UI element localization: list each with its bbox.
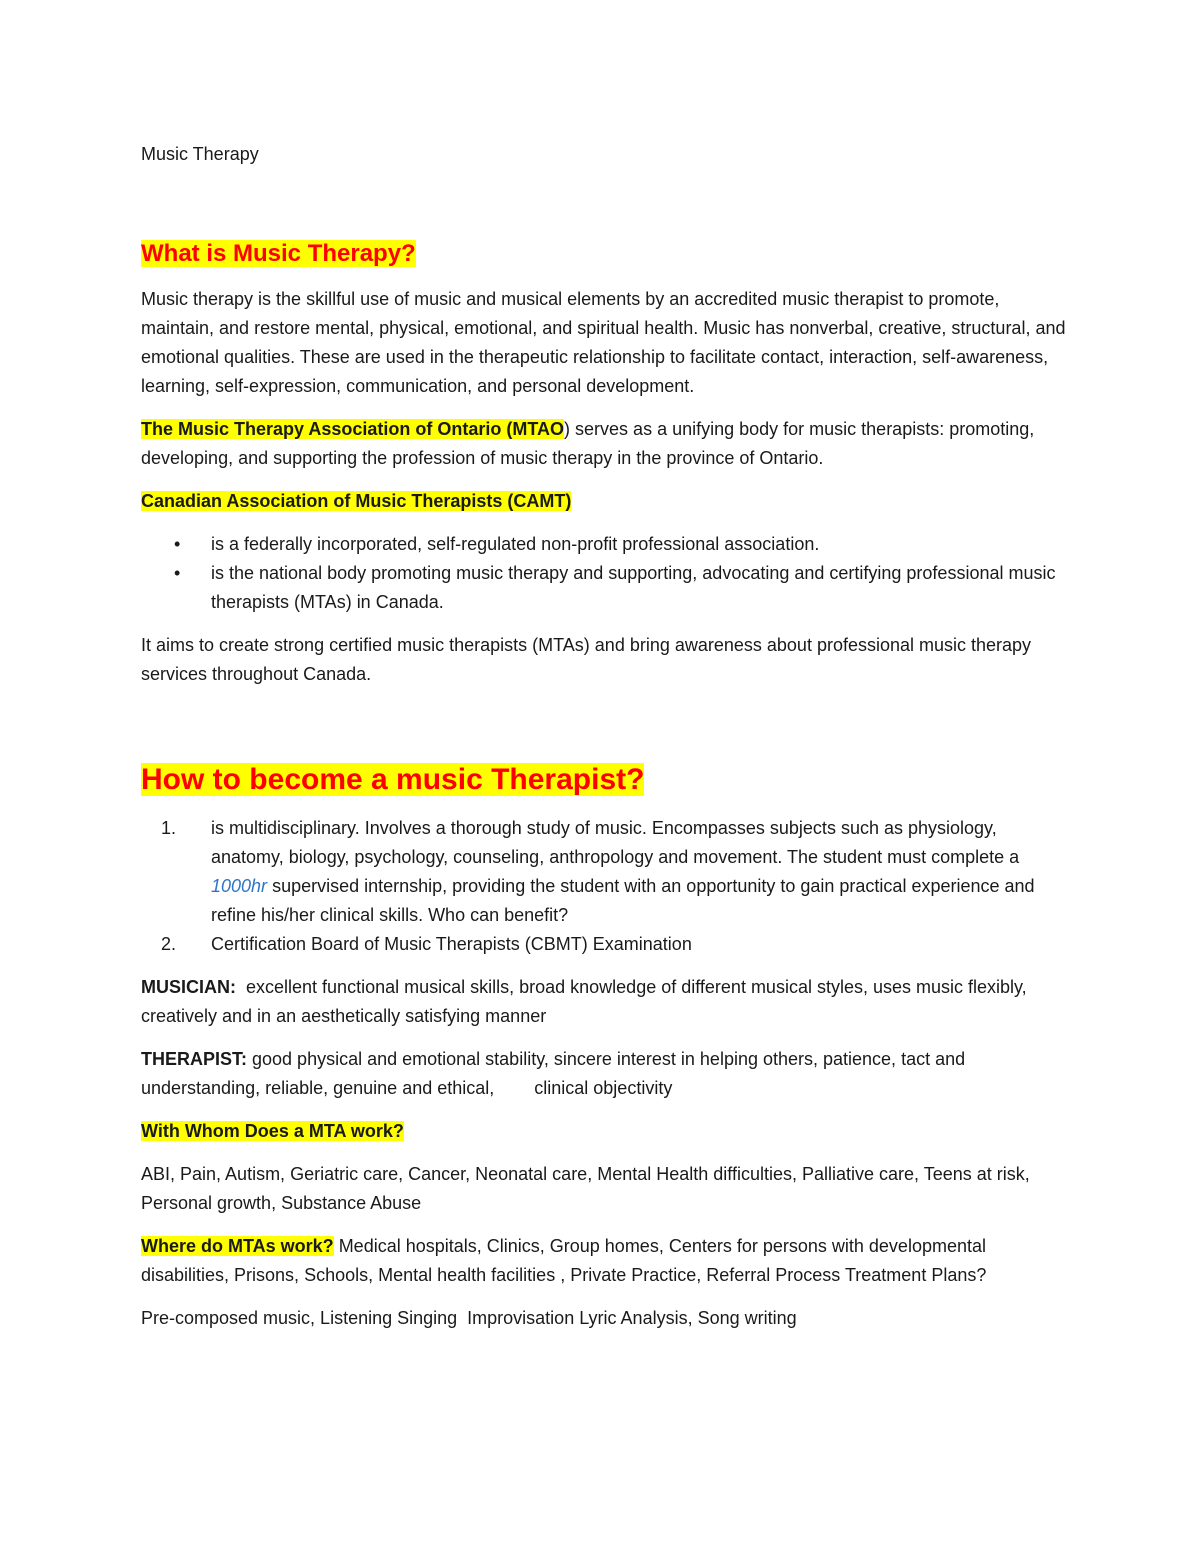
camt-bullet-list — [141, 530, 1066, 617]
where-label: Where do MTAs work? — [141, 1236, 334, 1256]
camt-label: Canadian Association of Music Therapists (CAMT) — [141, 491, 572, 511]
mtao-label: The Music Therapy Association of Ontario (MTAO — [141, 419, 565, 439]
therapist-label: THERAPIST: — [141, 1049, 248, 1069]
camt-heading — [141, 487, 1066, 516]
mtao-text: ) serves as a unifying body for music therapists: promoting, developing, and supporting the profession of music therapy in the province of Ontario. — [141, 419, 1035, 468]
heading-how-to-become — [141, 760, 1066, 800]
musician-label: MUSICIAN: — [141, 977, 236, 997]
bullet-icon: • — [174, 534, 181, 554]
doc-title: Music Therapy — [141, 144, 259, 164]
steps-list — [141, 814, 1066, 959]
therapist-paragraph: THERAPIST: good physical and emotional stability, sincere interest in helping others, patience, tact and understanding, reliable, genuine and ethical, clinical objectivity — [141, 1049, 971, 1098]
internship-hours: 1000hr — [211, 876, 268, 896]
heading-text: What is Music Therapy? — [141, 240, 416, 267]
with-whom-heading — [141, 1117, 1066, 1146]
with-whom-paragraph: ABI, Pain, Autism, Geriatric care, Cancer, Neonatal care, Mental Health difficulties, Palliative care, Teens at risk, Personal growth, Substance Abuse — [141, 1164, 1030, 1213]
list-item: • is a federally incorporated, self-regulated non-profit professional association. — [141, 530, 1066, 559]
intro-paragraph: Music therapy is the skillful use of music and musical elements by an accredited music therapist to promote, maintain, and restore mental, physical, emotional, and spiritual health. Music has nonverbal, creative, structural, and emotional qualities. These are used in the therapeutic relationship to facilitate contact, interaction, self-awareness, learning, self-expression, communication, and personal development. — [141, 289, 1066, 396]
list-item: 1. is multidisciplinary. Involves a thorough study of music. Encompasses subjects such as physiology, anatomy, biology, psychology, counseling, anthropology and movement. The student must complete a 1000hr supervised internship, providing the student with an opportunity to gain practical experience and refine his/her clinical skills. Who can benefit? — [161, 818, 1035, 925]
list-item: 2. Certification Board of Music Therapists (CBMT) Examination — [161, 934, 692, 954]
aims-paragraph: It aims to create strong certified music therapists (MTAs) and bring awareness about professional music therapy services throughout Canada. — [141, 635, 1032, 684]
bullet-icon: • — [174, 563, 181, 583]
heading-text: How to become a music Therapist? — [141, 763, 645, 796]
heading-what-is-music-therapy — [141, 237, 1066, 271]
mtao-paragraph — [141, 415, 1066, 473]
with-whom-label: With Whom Does a MTA work? — [141, 1121, 404, 1141]
musician-paragraph: MUSICIAN: excellent functional musical skills, broad knowledge of different musical styles, uses music flexibly, creatively and in an aesthetically satisfying manner — [141, 977, 1032, 1026]
list-item: • is the national body promoting music therapy and supporting, advocating and certifying professional music therapists (MTAs) in Canada. — [141, 559, 1066, 617]
where-paragraph: Where do MTAs work? Medical hospitals, Clinics, Group homes, Centers for persons with developmental disabilities, Prisons, Schools, Mental health facilities , Private Practice, Referral Process Treatment Plans? — [141, 1236, 987, 1285]
document-body — [141, 140, 1066, 1333]
methods-paragraph: Pre-composed music, Listening Singing Improvisation Lyric Analysis, Song writing — [141, 1308, 797, 1328]
